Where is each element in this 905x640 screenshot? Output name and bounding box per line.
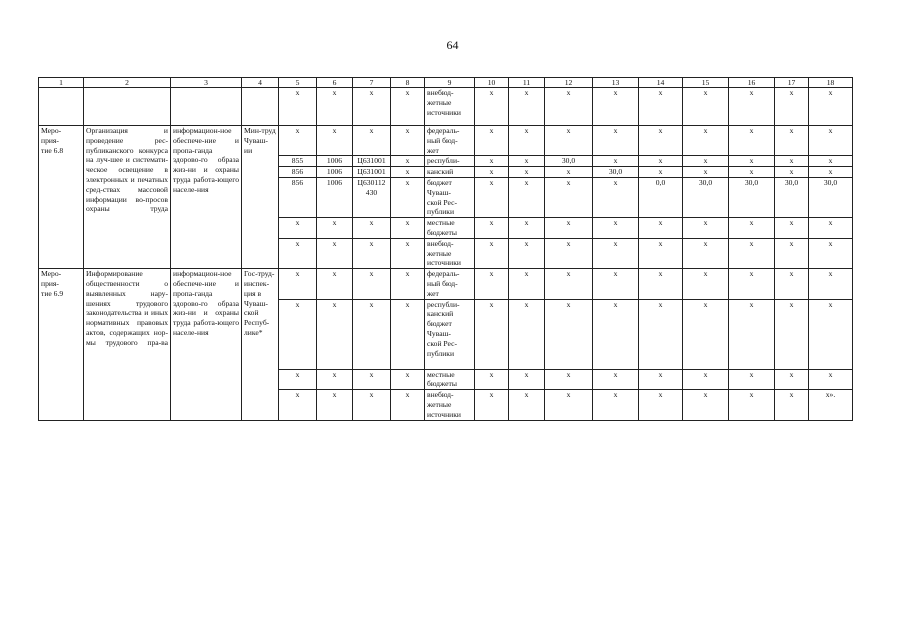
- budget-code-cell: x: [391, 167, 425, 178]
- amount-cell: x: [593, 218, 639, 239]
- amount-cell: x: [545, 369, 593, 390]
- budget-code-cell: x: [353, 88, 391, 126]
- budget-code-cell: x: [279, 126, 317, 156]
- amount-cell: x: [683, 238, 729, 268]
- budget-code-cell: x: [353, 218, 391, 239]
- amount-cell: x: [475, 88, 509, 126]
- amount-cell: x: [545, 299, 593, 369]
- budget-code-cell: x: [391, 156, 425, 167]
- amount-cell: x: [545, 88, 593, 126]
- amount-cell: x: [593, 126, 639, 156]
- amount-cell: x: [639, 218, 683, 239]
- amount-cell: x: [809, 218, 853, 239]
- budget-code-cell: x: [317, 369, 353, 390]
- measure-executor: Гос-труд-инспек-ция в Чуваш-ской Респуб-лике*: [242, 269, 279, 420]
- amount-cell: x: [509, 299, 545, 369]
- budget-code-cell: x: [317, 269, 353, 299]
- column-number: 3: [171, 78, 242, 88]
- amount-cell: x: [729, 167, 775, 178]
- budget-code-cell: x: [279, 269, 317, 299]
- funding-source-cell: федераль- ный бюд- жет: [425, 126, 475, 156]
- budget-code-cell: x: [353, 369, 391, 390]
- budget-code-cell: x: [317, 126, 353, 156]
- budget-code-cell: x: [391, 390, 425, 420]
- amount-cell: x: [545, 269, 593, 299]
- amount-cell: x: [509, 177, 545, 217]
- amount-cell: x: [509, 218, 545, 239]
- amount-cell: x: [775, 218, 809, 239]
- column-number: 2: [84, 78, 171, 88]
- amount-cell: x: [545, 390, 593, 420]
- amount-cell: x: [809, 299, 853, 369]
- amount-cell: x: [683, 88, 729, 126]
- budget-code-cell: x: [317, 88, 353, 126]
- column-number: 7: [353, 78, 391, 88]
- amount-cell: x: [809, 369, 853, 390]
- budget-code-cell: x: [279, 218, 317, 239]
- budget-code-cell: x: [353, 299, 391, 369]
- funding-source-cell: местные бюджеты: [425, 218, 475, 239]
- funding-source-cell: республи-: [425, 156, 475, 167]
- amount-cell: 30,0: [545, 156, 593, 167]
- table-row: [39, 88, 853, 126]
- amount-cell: x: [683, 390, 729, 420]
- budget-code-cell: x: [279, 88, 317, 126]
- amount-cell: x: [683, 167, 729, 178]
- budget-code-cell: x: [391, 299, 425, 369]
- funding-source-cell: бюджет Чуваш- ской Рес- публики: [425, 177, 475, 217]
- amount-cell: x: [683, 269, 729, 299]
- budget-code-cell: x: [317, 238, 353, 268]
- amount-cell: x: [729, 88, 775, 126]
- budget-code-cell: x: [391, 369, 425, 390]
- column-number: 10: [475, 78, 509, 88]
- amount-cell: x: [475, 156, 509, 167]
- amount-cell: x: [509, 126, 545, 156]
- budget-code-cell: Ц631001: [353, 167, 391, 178]
- amount-cell: x: [475, 269, 509, 299]
- amount-cell: x: [509, 167, 545, 178]
- amount-cell: x: [639, 369, 683, 390]
- amount-cell: x: [809, 156, 853, 167]
- amount-cell: 30,0: [683, 177, 729, 217]
- amount-cell: x: [729, 390, 775, 420]
- amount-cell: x: [775, 299, 809, 369]
- amount-cell: x: [729, 218, 775, 239]
- amount-cell: x: [729, 238, 775, 268]
- column-number: 5: [279, 78, 317, 88]
- amount-cell: x: [593, 390, 639, 420]
- column-number: 1: [39, 78, 84, 88]
- amount-cell: x: [593, 299, 639, 369]
- amount-cell: x: [775, 369, 809, 390]
- amount-cell: x: [475, 299, 509, 369]
- amount-cell: x: [475, 238, 509, 268]
- budget-code-cell: x: [317, 390, 353, 420]
- amount-cell: x: [593, 238, 639, 268]
- page-number: 64: [446, 38, 459, 52]
- amount-cell: x: [593, 269, 639, 299]
- column-number: 17: [775, 78, 809, 88]
- budget-code-cell: x: [391, 218, 425, 239]
- amount-cell: x: [639, 238, 683, 268]
- amount-cell: x: [683, 369, 729, 390]
- budget-code-cell: x: [353, 238, 391, 268]
- amount-cell: x: [775, 390, 809, 420]
- funding-source-cell: местные бюджеты: [425, 369, 475, 390]
- amount-cell: x».: [809, 390, 853, 420]
- measure-executor: Мин-труд Чуваш-ии: [242, 126, 279, 269]
- funding-source-cell: внебюд- жетные источники: [425, 390, 475, 420]
- measure-label: Меро- прия- тие 6.8: [39, 126, 84, 269]
- budget-code-cell: x: [353, 126, 391, 156]
- budget-code-cell: x: [391, 177, 425, 217]
- empty-cell: [39, 88, 84, 126]
- amount-cell: x: [729, 156, 775, 167]
- measure-goal: информацион-ное обеспече-ние и пропа-ганда здорово-го образа жиз-ни и охраны труда работа-ющего населе-ния: [171, 126, 242, 269]
- amount-cell: x: [683, 156, 729, 167]
- column-number: 12: [545, 78, 593, 88]
- budget-code-cell: 856: [279, 177, 317, 217]
- amount-cell: x: [809, 126, 853, 156]
- budget-code-cell: x: [279, 390, 317, 420]
- funding-source-cell: федераль- ный бюд- жет: [425, 269, 475, 299]
- measure-name: Информирование общественности о выявленных нару-шениях трудового законодательства и иных нормативных правовых актов, содержащих нор-мы трудового пра-ва: [84, 269, 171, 420]
- amount-cell: x: [775, 167, 809, 178]
- amount-cell: x: [809, 238, 853, 268]
- amount-cell: x: [729, 126, 775, 156]
- amount-cell: 30,0: [729, 177, 775, 217]
- amount-cell: x: [475, 177, 509, 217]
- budget-code-cell: Ц631001: [353, 156, 391, 167]
- budget-code-cell: x: [391, 238, 425, 268]
- budget-code-cell: x: [317, 218, 353, 239]
- amount-cell: x: [775, 269, 809, 299]
- amount-cell: x: [475, 369, 509, 390]
- amount-cell: x: [545, 126, 593, 156]
- budget-code-cell: x: [391, 269, 425, 299]
- amount-cell: x: [775, 156, 809, 167]
- amount-cell: x: [639, 167, 683, 178]
- budget-code-cell: x: [279, 369, 317, 390]
- amount-cell: x: [545, 167, 593, 178]
- measure-label: Меро- прия- тие 6.9: [39, 269, 84, 420]
- amount-cell: x: [683, 218, 729, 239]
- amount-cell: x: [639, 156, 683, 167]
- amount-cell: x: [639, 390, 683, 420]
- amount-cell: 30,0: [775, 177, 809, 217]
- amount-cell: x: [775, 238, 809, 268]
- amount-cell: x: [729, 269, 775, 299]
- budget-code-cell: x: [353, 390, 391, 420]
- amount-cell: 0,0: [639, 177, 683, 217]
- column-number: 9: [425, 78, 475, 88]
- funding-source-cell: внебюд- жетные источники: [425, 88, 475, 126]
- column-number: 18: [809, 78, 853, 88]
- budget-code-cell: 855: [279, 156, 317, 167]
- funding-source-cell: внебюд- жетные источники: [425, 238, 475, 268]
- budget-code-cell: x: [279, 238, 317, 268]
- amount-cell: x: [545, 177, 593, 217]
- empty-cell: [84, 88, 171, 126]
- budget-code-cell: x: [317, 299, 353, 369]
- amount-cell: x: [593, 156, 639, 167]
- column-number: 11: [509, 78, 545, 88]
- budget-code-cell: x: [391, 88, 425, 126]
- column-number: 14: [639, 78, 683, 88]
- empty-cell: [242, 88, 279, 126]
- funding-source-cell: республи- канский бюджет Чуваш- ской Рес- публики: [425, 299, 475, 369]
- measure-name: Организация и проведение рес-публиканского конкурса на луч-шее и системати-ческое освещение в электронных и печатных сред-ствах массовой информации во-просов охраны труда: [84, 126, 171, 269]
- amount-cell: x: [593, 177, 639, 217]
- amount-cell: x: [683, 299, 729, 369]
- amount-cell: x: [639, 269, 683, 299]
- budget-code-cell: 1006: [317, 156, 353, 167]
- amount-cell: x: [683, 126, 729, 156]
- amount-cell: 30,0: [593, 167, 639, 178]
- amount-cell: x: [809, 269, 853, 299]
- amount-cell: x: [509, 269, 545, 299]
- amount-cell: x: [593, 369, 639, 390]
- table-row: [39, 269, 853, 299]
- measure-goal: информацион-ное обеспече-ние и пропа-ганда здорово-го образа жиз-ни и охраны труда работа-ющего населе-ния: [171, 269, 242, 420]
- amount-cell: x: [729, 369, 775, 390]
- amount-cell: x: [639, 299, 683, 369]
- amount-cell: x: [775, 126, 809, 156]
- column-number: 4: [242, 78, 279, 88]
- amount-cell: x: [475, 167, 509, 178]
- amount-cell: x: [639, 88, 683, 126]
- amount-cell: x: [509, 88, 545, 126]
- amount-cell: x: [729, 299, 775, 369]
- budget-table: [38, 77, 853, 421]
- table-row: [39, 126, 853, 156]
- amount-cell: x: [775, 88, 809, 126]
- amount-cell: x: [509, 238, 545, 268]
- budget-code-cell: 1006: [317, 177, 353, 217]
- column-number: 6: [317, 78, 353, 88]
- budget-code-cell: 1006: [317, 167, 353, 178]
- amount-cell: x: [475, 218, 509, 239]
- amount-cell: x: [475, 390, 509, 420]
- amount-cell: x: [545, 218, 593, 239]
- amount-cell: x: [809, 88, 853, 126]
- column-number: 15: [683, 78, 729, 88]
- empty-cell: [171, 88, 242, 126]
- amount-cell: x: [639, 126, 683, 156]
- column-number: 16: [729, 78, 775, 88]
- column-number: 8: [391, 78, 425, 88]
- amount-cell: x: [475, 126, 509, 156]
- budget-code-cell: Ц630112 430: [353, 177, 391, 217]
- budget-code-cell: 856: [279, 167, 317, 178]
- column-number-row: [39, 78, 853, 88]
- budget-code-cell: x: [353, 269, 391, 299]
- amount-cell: 30,0: [809, 177, 853, 217]
- amount-cell: x: [809, 167, 853, 178]
- amount-cell: x: [593, 88, 639, 126]
- column-number: 13: [593, 78, 639, 88]
- amount-cell: x: [509, 369, 545, 390]
- budget-code-cell: x: [279, 299, 317, 369]
- amount-cell: x: [545, 238, 593, 268]
- amount-cell: x: [509, 156, 545, 167]
- funding-source-cell: канский: [425, 167, 475, 178]
- budget-code-cell: x: [391, 126, 425, 156]
- amount-cell: x: [509, 390, 545, 420]
